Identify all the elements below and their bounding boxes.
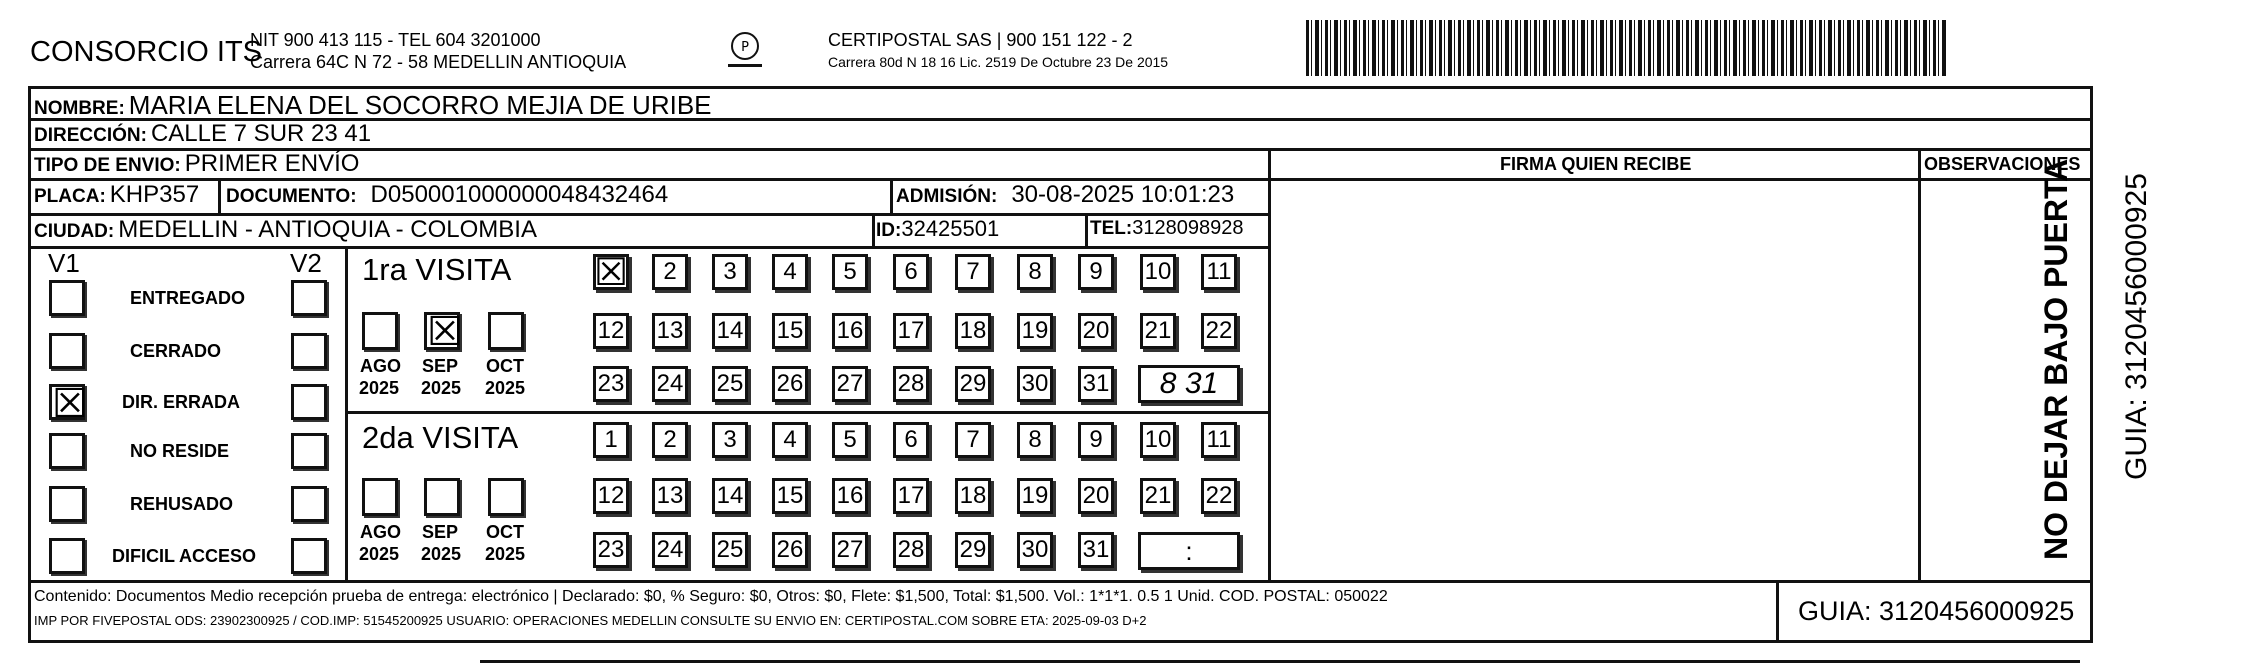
year-label: 2025 xyxy=(359,544,400,564)
second-visit-month-checkbox[interactable] xyxy=(488,478,524,516)
first-visit-day-box[interactable]: 6 xyxy=(893,254,929,290)
second-visit-day-box[interactable]: 12 xyxy=(593,478,629,514)
first-visit-day-box[interactable]: 4 xyxy=(772,254,808,290)
placa-label: PLACA: xyxy=(34,186,106,207)
first-visit-month-checkbox[interactable] xyxy=(362,312,398,350)
id-value: 32425501 xyxy=(901,216,1000,241)
first-visit-day-box[interactable]: 26 xyxy=(772,366,808,402)
first-visit-day-box[interactable]: 16 xyxy=(832,313,868,349)
year-label: 2025 xyxy=(485,544,526,564)
side-notice: NO DEJAR BAJO PUERTA xyxy=(2038,158,2074,560)
second-visit-day-box[interactable]: 1 xyxy=(593,422,629,458)
first-visit-day-box[interactable]: 17 xyxy=(893,313,929,349)
first-visit-day-box[interactable]: 2 xyxy=(652,254,688,290)
first-visit-day-box[interactable]: 7 xyxy=(955,254,991,290)
tel-row xyxy=(1090,217,1243,240)
direccion-label: DIRECCIÓN: xyxy=(34,125,147,146)
nombre-label: NOMBRE: xyxy=(34,98,125,119)
v1-checkbox[interactable] xyxy=(49,382,88,426)
first-visit-day-box[interactable]: 13 xyxy=(652,313,688,349)
direccion-row xyxy=(34,120,371,148)
status-label: CERRADO xyxy=(130,341,222,361)
second-visit-day-box[interactable]: 5 xyxy=(832,422,868,458)
second-visit-day-box[interactable]: 27 xyxy=(832,532,868,568)
first-visit-day-box[interactable]: 25 xyxy=(712,366,748,402)
first-visit-day-box[interactable]: 31 xyxy=(1078,366,1114,402)
second-visit-month-checkbox[interactable] xyxy=(362,478,398,516)
second-visit-day-box[interactable]: 8 xyxy=(1017,422,1053,458)
tel-value: 3128098928 xyxy=(1132,217,1244,239)
tipo-value: PRIMER ENVÍO xyxy=(184,150,360,177)
first-visit-day-box[interactable]: 14 xyxy=(712,313,748,349)
second-visit-day-box[interactable]: 14 xyxy=(712,478,748,514)
company-nit: NIT 900 413 115 - TEL 604 3201000 xyxy=(250,30,541,50)
second-visit-title: 2da VISITA xyxy=(362,420,519,455)
placa-value: KHP357 xyxy=(109,181,200,208)
company-name: CONSORCIO ITS xyxy=(30,36,263,68)
status-label: NO RESIDE xyxy=(130,441,230,461)
ciudad-value: MEDELLIN - ANTIOQUIA - COLOMBIA xyxy=(118,216,537,243)
first-visit-day-box[interactable]: 15 xyxy=(772,313,808,349)
v2-checkbox[interactable] xyxy=(291,433,327,469)
v2-checkbox[interactable] xyxy=(291,384,327,420)
first-visit-day-box[interactable]: 18 xyxy=(955,313,991,349)
first-visit-day-box[interactable]: 8 xyxy=(1017,254,1053,290)
first-visit-day-box[interactable]: 22 xyxy=(1201,313,1237,349)
first-visit-day-box[interactable]: 21 xyxy=(1140,313,1176,349)
year-label: 2025 xyxy=(421,544,462,564)
tel-label: TEL: xyxy=(1090,218,1133,239)
check-mark-icon: ☒ xyxy=(52,382,88,426)
year-label: 2025 xyxy=(421,378,462,398)
courier-address: Carrera 80d N 18 16 Lic. 2519 De Octubre 23 De 2015 xyxy=(828,54,1169,70)
second-visit-day-box[interactable]: 7 xyxy=(955,422,991,458)
id-label: ID: xyxy=(876,220,902,241)
second-visit-day-box[interactable]: 13 xyxy=(652,478,688,514)
first-visit-day-box[interactable]: 29 xyxy=(955,366,991,402)
second-visit-day-box[interactable]: 16 xyxy=(832,478,868,514)
status-label: ENTREGADO xyxy=(130,288,246,308)
v2-checkbox[interactable] xyxy=(291,280,327,316)
second-visit-day-box[interactable]: 21 xyxy=(1140,478,1176,514)
nombre-value: MARIA ELENA DEL SOCORRO MEJIA DE URIBE xyxy=(128,90,712,120)
svg-text:P: P xyxy=(741,40,749,55)
certipostal-logo-icon xyxy=(720,28,770,74)
second-visit-day-box[interactable]: 26 xyxy=(772,532,808,568)
first-visit-day-box[interactable]: 23 xyxy=(593,366,629,402)
second-visit-day-box[interactable]: 17 xyxy=(893,478,929,514)
v1-checkbox[interactable] xyxy=(49,486,85,522)
first-visit-day-box[interactable]: 10 xyxy=(1140,254,1176,290)
first-visit-day-box[interactable]: 9 xyxy=(1078,254,1114,290)
placa-row xyxy=(34,181,199,209)
second-visit-day-box[interactable]: 31 xyxy=(1078,532,1114,568)
v1-checkbox[interactable] xyxy=(49,280,85,316)
first-visit-month-checkbox[interactable] xyxy=(424,310,463,354)
id-row xyxy=(876,216,999,242)
year-label: 2025 xyxy=(359,378,400,398)
second-visit-day-box[interactable]: 9 xyxy=(1078,422,1114,458)
second-visit-day-box[interactable]: 20 xyxy=(1078,478,1114,514)
second-visit-day-box[interactable]: 30 xyxy=(1017,532,1053,568)
v1-checkbox[interactable] xyxy=(49,433,85,469)
second-visit-day-box[interactable]: 18 xyxy=(955,478,991,514)
first-visit-day-box[interactable]: 3 xyxy=(712,254,748,290)
first-visit-day-box[interactable]: 28 xyxy=(893,366,929,402)
first-visit-day-box[interactable]: ☒ xyxy=(593,251,629,294)
first-visit-day-box[interactable]: 24 xyxy=(652,366,688,402)
second-visit-day-box[interactable]: 3 xyxy=(712,422,748,458)
check-mark-icon: ☒ xyxy=(427,310,463,354)
second-visit-day-box[interactable]: 22 xyxy=(1201,478,1237,514)
first-visit-day-box[interactable]: 30 xyxy=(1017,366,1053,402)
v1-checkbox[interactable] xyxy=(49,538,85,574)
footer-print-info: IMP POR FIVEPOSTAL ODS: 23902300925 / COD.IMP: 51545200925 USUARIO: OPERACIONES MEDELLIN CONSULTE SU ENVIO EN: CERTIPOSTAL.COM SOBRE ETA: 2025-09-03 D+2 xyxy=(34,613,1147,628)
first-visit-month-checkbox[interactable] xyxy=(488,312,524,350)
first-visit-day-box[interactable]: 19 xyxy=(1017,313,1053,349)
footer-content: Contenido: Documentos Medio recepción prueba de entrega: electrónico | Declarado: $0, % Seguro: $0, Otros: $0, Flete: $1,500, Total: $1,500. Vol.: 1*1*1. 0.5 1 Unid. COD. POSTAL: 050022 xyxy=(34,588,1388,605)
second-visit-day-box[interactable]: 24 xyxy=(652,532,688,568)
barcode-icon xyxy=(1306,20,1946,76)
first-visit-day-box[interactable]: 5 xyxy=(832,254,868,290)
direccion-value: CALLE 7 SUR 23 41 xyxy=(150,120,372,147)
admision-row xyxy=(896,181,1234,209)
tipo-row xyxy=(34,150,359,178)
firma-header: FIRMA QUIEN RECIBE xyxy=(1500,154,1692,174)
month-label: AGO xyxy=(360,356,402,376)
first-visit-day-box[interactable]: 11 xyxy=(1201,254,1237,290)
documento-label: DOCUMENTO: xyxy=(226,186,357,207)
footer-guia: GUIA: 3120456000925 xyxy=(1798,596,2075,626)
tipo-label: TIPO DE ENVIO: xyxy=(34,155,181,176)
month-label: OCT xyxy=(486,356,524,376)
courier-name: CERTIPOSTAL SAS | 900 151 122 - 2 xyxy=(828,30,1133,50)
second-visit-day-box[interactable]: 6 xyxy=(893,422,929,458)
second-visit-time[interactable]: : xyxy=(1138,532,1240,570)
month-label: SEP xyxy=(422,356,459,376)
v1-checkbox[interactable] xyxy=(49,333,85,369)
second-visit-day-box[interactable]: 2 xyxy=(652,422,688,458)
month-label: SEP xyxy=(422,522,459,542)
documento-row xyxy=(226,181,668,209)
first-visit-time[interactable]: 8 31 xyxy=(1138,365,1240,403)
second-visit-month-checkbox[interactable] xyxy=(424,478,460,516)
second-visit-day-box[interactable]: 23 xyxy=(593,532,629,568)
first-visit-day-box[interactable]: 27 xyxy=(832,366,868,402)
ciudad-label: CIUDAD: xyxy=(34,221,115,242)
second-visit-day-box[interactable]: 11 xyxy=(1201,422,1237,458)
company-address: Carrera 64C N 72 - 58 MEDELLIN ANTIOQUIA xyxy=(250,52,627,72)
year-label: 2025 xyxy=(485,378,526,398)
second-visit-day-box[interactable]: 10 xyxy=(1140,422,1176,458)
ciudad-row xyxy=(34,216,537,244)
status-label: DIR. ERRADA xyxy=(122,392,241,412)
second-visit-day-box[interactable]: 4 xyxy=(772,422,808,458)
v2-label: V2 xyxy=(290,248,322,278)
second-visit-day-box[interactable]: 29 xyxy=(955,532,991,568)
second-visit-day-box[interactable]: 19 xyxy=(1017,478,1053,514)
first-visit-day-box[interactable]: 20 xyxy=(1078,313,1114,349)
month-label: OCT xyxy=(486,522,524,542)
admision-label: ADMISIÓN: xyxy=(896,186,998,207)
v2-checkbox[interactable] xyxy=(291,538,327,574)
month-label: AGO xyxy=(360,522,402,542)
status-label: REHUSADO xyxy=(130,494,234,514)
admision-value: 30-08-2025 10:01:23 xyxy=(1011,181,1235,208)
status-label: DIFICIL ACCESO xyxy=(112,546,257,566)
second-visit-day-box[interactable]: 25 xyxy=(712,532,748,568)
first-visit-day-box[interactable]: 12 xyxy=(593,313,629,349)
v2-checkbox[interactable] xyxy=(291,333,327,369)
observaciones-header: OBSERVACIONES xyxy=(1924,154,2081,174)
second-visit-day-box[interactable]: 15 xyxy=(772,478,808,514)
first-visit-title: 1ra VISITA xyxy=(362,252,512,287)
v2-checkbox[interactable] xyxy=(291,486,327,522)
second-visit-day-box[interactable]: 28 xyxy=(893,532,929,568)
nombre-row xyxy=(34,90,712,121)
v1-label: V1 xyxy=(48,248,80,278)
side-guia: GUIA: 3120456000925 xyxy=(2120,173,2153,480)
documento-value: D050001000000048432464 xyxy=(370,181,669,208)
